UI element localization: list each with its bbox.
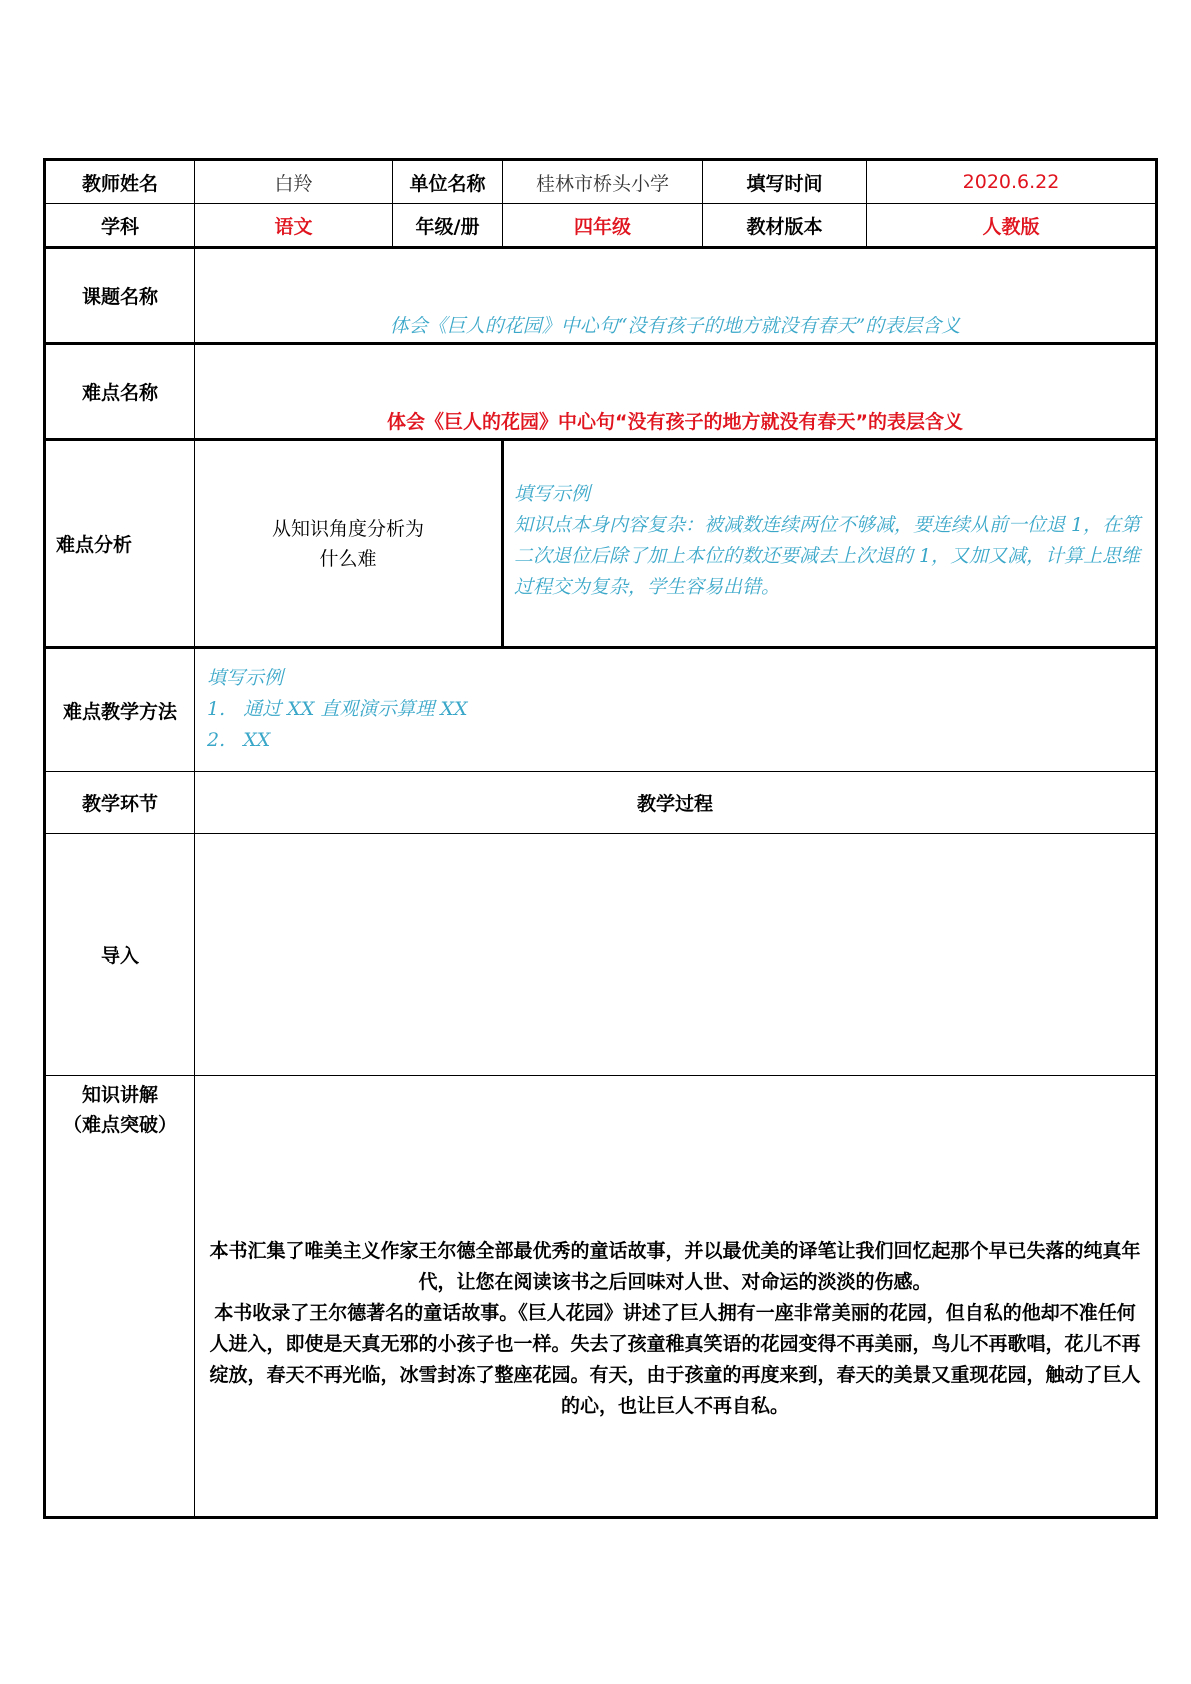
method-row <box>45 648 1157 772</box>
process-label: 教学过程 <box>195 772 1157 834</box>
intro-row <box>45 834 1157 1076</box>
knowledge-label-line2: （难点突破） <box>62 1114 177 1136</box>
method-label: 难点教学方法 <box>45 648 195 772</box>
analysis-sublabel-line2: 什么难 <box>319 547 377 570</box>
header-row-1 <box>45 160 1157 204</box>
analysis-row <box>45 440 1157 648</box>
knowledge-label <box>45 1076 195 1518</box>
header-row-2 <box>45 204 1157 248</box>
teacher-label: 教师姓名 <box>45 160 195 204</box>
topic-value: 体会《巨人的花园》中心句“没有孩子的地方就没有春天”的表层含义 <box>389 315 961 337</box>
knowledge-label-line1: 知识讲解 <box>81 1084 158 1106</box>
grade-value: 四年级 <box>503 204 703 248</box>
intro-content <box>195 834 1157 1076</box>
grade-label: 年级/册 <box>393 204 503 248</box>
topic-row <box>45 248 1157 344</box>
process-header-row <box>45 772 1157 834</box>
knowledge-content <box>195 1076 1157 1518</box>
difficulty-label: 难点名称 <box>45 344 195 440</box>
date-label: 填写时间 <box>703 160 867 204</box>
analysis-content <box>503 440 1157 648</box>
difficulty-value: 体会《巨人的花园》中心句“没有孩子的地方就没有春天”的表层含义 <box>387 411 963 433</box>
analysis-sublabel-line1: 从知识角度分析为 <box>271 517 424 540</box>
unit-label: 单位名称 <box>393 160 503 204</box>
analysis-sublabel <box>195 440 503 648</box>
difficulty-cell <box>195 344 1157 440</box>
analysis-label: 难点分析 <box>45 440 195 648</box>
edition-value: 人教版 <box>867 204 1157 248</box>
analysis-example-title: 填写示例 <box>514 483 591 505</box>
lesson-table <box>43 158 1158 1519</box>
section-label: 教学环节 <box>45 772 195 834</box>
intro-label: 导入 <box>45 834 195 1076</box>
edition-label: 教材版本 <box>703 204 867 248</box>
knowledge-paragraph-1: 本书汇集了唯美主义作家王尔德全部最优秀的童话故事，并以最优美的译笔让我们回忆起那个早已失落的纯真年代，让您在阅读该书之后回味对人世、对命运的淡淡的伤感。 <box>209 1240 1141 1293</box>
method-content <box>195 648 1157 772</box>
analysis-example-text: 知识点本身内容复杂：被减数连续两位不够减，要连续从前一位退 1，在第二次退位后除了加上本位的数还要减去上次退的 1，又加又减，计算上思维过程交为复杂，学生容易出错。 <box>514 514 1141 598</box>
knowledge-row <box>45 1076 1157 1518</box>
subject-value: 语文 <box>195 204 393 248</box>
lesson-form <box>43 158 1155 1519</box>
topic-cell <box>195 248 1157 344</box>
subject-label: 学科 <box>45 204 195 248</box>
method-example-title: 填写示例 <box>207 667 284 689</box>
unit-value: 桂林市桥头小学 <box>503 160 703 204</box>
method-item-1: 1. 通过 XX 直观演示算理 XX <box>207 698 468 720</box>
method-item-2: 2. XX <box>207 729 271 751</box>
date-value: 2020.6.22 <box>867 160 1157 204</box>
teacher-value: 白羚 <box>195 160 393 204</box>
topic-label: 课题名称 <box>45 248 195 344</box>
knowledge-paragraph-2: 本书收录了王尔德著名的童话故事。《巨人花园》讲述了巨人拥有一座非常美丽的花园，但自私的他却不准任何人进入，即使是天真无邪的小孩子也一样。失去了孩童稚真笑语的花园变得不再美丽，鸟儿不再歌唱，花儿不再绽放，春天不再光临，冰雪封冻了整座花园。有天，由于孩童的再度来到，春天的美景又重现花园，触动了巨人的心，也让巨人不再自私。 <box>209 1302 1141 1417</box>
difficulty-row <box>45 344 1157 440</box>
